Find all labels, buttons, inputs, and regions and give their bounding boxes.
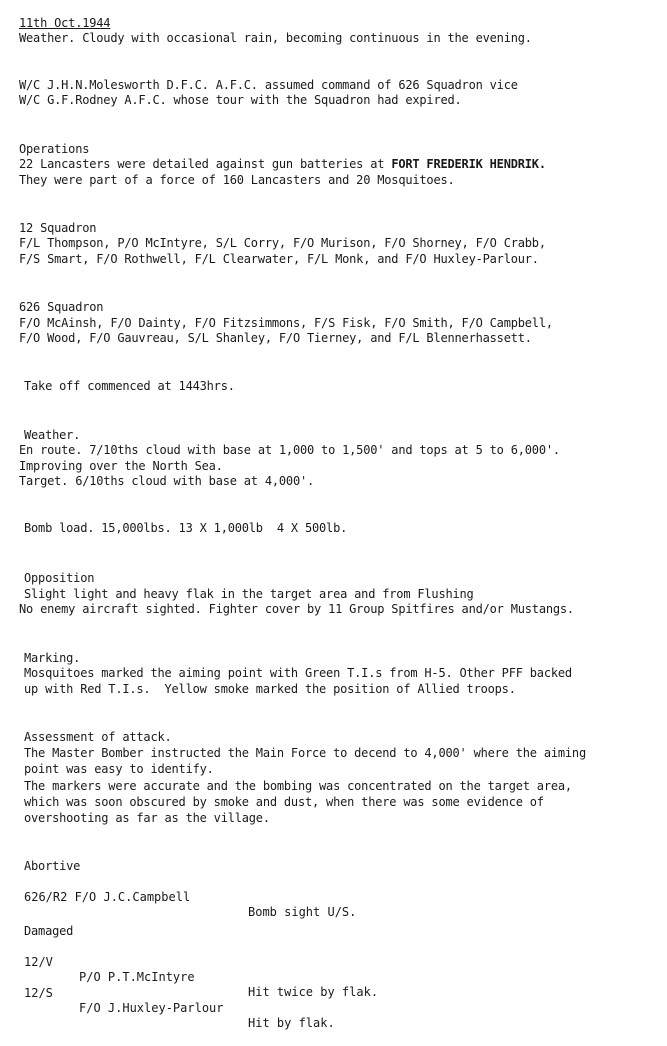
abortive-heading: Abortive [24,859,81,873]
sq626-crew-line-2: F/O Wood, F/O Gauvreau, S/L Shanley, F/O Tierney, and F/L Blennerhassett. [19,331,532,345]
damaged-note: Hit twice by flak. [248,985,379,999]
opposition-line-1: Slight light and heavy flak in the target area and from Flushing [24,587,474,601]
assessment-line-2: point was easy to identify. [24,762,214,776]
command-line-2: W/C G.F.Rodney A.F.C. whose tour with the Squadron had expired. [19,93,462,107]
weather-summary: Weather. Cloudy with occasional rain, becoming continuous in the evening. [19,31,532,45]
sq12-crew-line-2: F/S Smart, F/O Rothwell, F/L Clearwater, F/L Monk, and F/O Huxley-Parlour. [19,252,539,266]
weather-line-3: Target. 6/10ths cloud with base at 4,000'. [19,474,315,488]
operations-line-2: They were part of a force of 160 Lancasters and 20 Mosquitoes. [19,173,455,187]
damaged-crew-name: P/O P.T.McIntyre [79,970,195,984]
weather-heading: Weather. [24,428,81,442]
sq12-heading: 12 Squadron [19,221,97,235]
opposition-heading: Opposition [24,571,95,585]
command-line-1: W/C J.H.N.Molesworth D.F.C. A.F.C. assumed command of 626 Squadron vice [19,78,518,92]
damaged-note: Hit by flak. [248,1016,335,1030]
damaged-crew-name: F/O J.Huxley-Parlour [79,1001,224,1015]
abortive-note: Bomb sight U/S. [248,905,357,919]
operations-heading: Operations [19,142,90,156]
operations-line-1-text: 22 Lancasters were detailed against gun batteries at [19,157,392,171]
marking-line-2: up with Red T.I.s. Yellow smoke marked the position of Allied troops. [24,682,516,696]
abortive-aircraft-crew: 626/R2 F/O J.C.Campbell [24,890,191,904]
takeoff-line: Take off commenced at 1443hrs. [24,379,235,393]
damaged-heading: Damaged [24,924,74,938]
assessment-heading: Assessment of attack. [24,730,172,744]
operations-target: FORT FREDERIK HENDRIK. [391,157,546,171]
damaged-aircraft-code: 12/V [24,955,53,969]
bomb-load: Bomb load. 15,000lbs. 13 X 1,000lb 4 X 500lb. [24,521,348,535]
sq12-crew-line-1: F/L Thompson, P/O McIntyre, S/L Corry, F/O Murison, F/O Shorney, F/O Crabb, [19,236,546,250]
date-heading: 11th Oct.1944 [19,16,111,30]
sq626-heading: 626 Squadron [19,300,104,314]
assessment-line-5: overshooting as far as the village. [24,811,270,825]
weather-line-2: Improving over the North Sea. [19,459,223,473]
weather-line-1: En route. 7/10ths cloud with base at 1,000 to 1,500' and tops at 5 to 6,000'. [19,443,560,457]
damaged-aircraft-code: 12/S [24,986,53,1000]
marking-heading: Marking. [24,651,81,665]
operations-line-1 [19,157,546,172]
assessment-line-1: The Master Bomber instructed the Main Force to decend to 4,000' where the aiming [24,746,586,760]
assessment-line-4: which was soon obscured by smoke and dust, when there was some evidence of [24,795,544,809]
assessment-line-3: The markers were accurate and the bombing was concentrated on the target area, [24,779,572,793]
opposition-line-2: No enemy aircraft sighted. Fighter cover by 11 Group Spitfires and/or Mustangs. [19,602,574,616]
marking-line-1: Mosquitoes marked the aiming point with Green T.I.s from H-5. Other PFF backed [24,666,572,680]
sq626-crew-line-1: F/O McAinsh, F/O Dainty, F/O Fitzsimmons, F/S Fisk, F/O Smith, F/O Campbell, [19,316,553,330]
